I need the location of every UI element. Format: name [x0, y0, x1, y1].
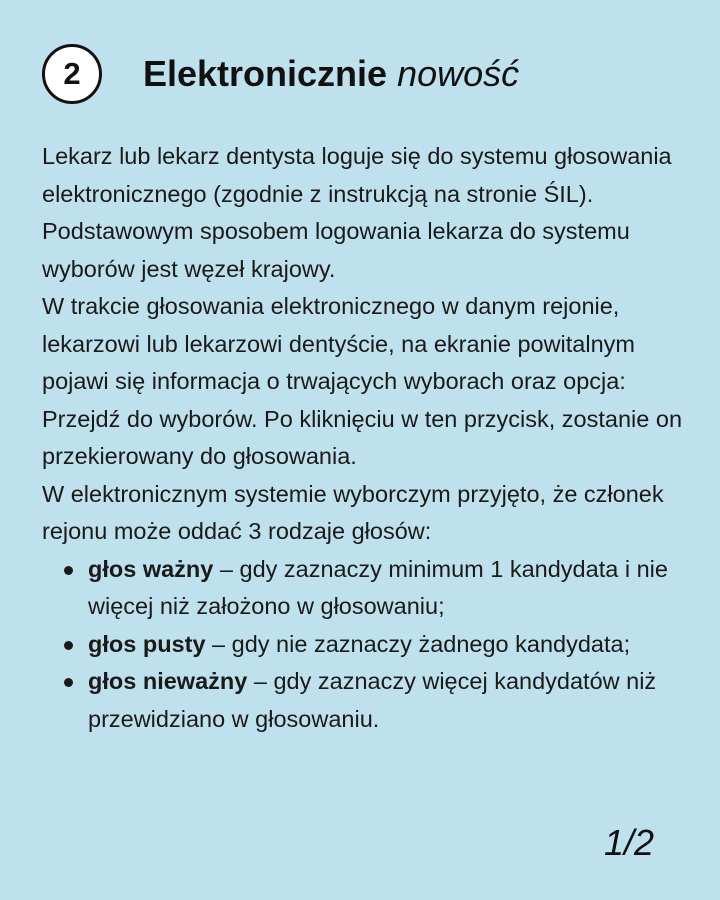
vote-types-list [42, 551, 688, 739]
title-main-text: Elektronicznie [143, 53, 388, 94]
vote-type-term: głos pusty [88, 630, 206, 657]
paragraph-login: Lekarz lub lekarz dentysta loguje się do systemu głosowania elektronicznego (zgodnie z instrukcją na stronie ŚIL). [42, 143, 672, 207]
title-new-tag: nowość [397, 53, 520, 94]
vote-type-term: głos nieważny [88, 668, 248, 694]
vote-type-description: – gdy zaznaczy minimum 1 kandydata i nie więcej niż założono w głosowaniu; [88, 555, 668, 619]
vote-type-term: głos ważny [88, 555, 214, 582]
page-indicator: 1/2 [603, 822, 654, 863]
list-item [88, 626, 688, 664]
list-item [88, 663, 688, 738]
vote-type-description: – gdy zaznaczy więcej kandydatów niż przewidziano w głosowaniu. [88, 668, 657, 732]
section-header [42, 44, 519, 104]
vote-type-description: – gdy nie zaznaczy żadnego kandydata; [205, 630, 631, 657]
paragraph-welcome-screen: W trakcie głosowania elektronicznego w danym rejonie, lekarzowi lub lekarzowi dentyście, na ekranie powitalnym pojawi się informacja o trwających wyborach oraz opcja: Przejdź do wyborów. Po kliknięciu w ten przycisk, zostanie on przekierowany do głosowania. [42, 293, 683, 469]
step-number-badge: 2 [42, 44, 102, 104]
section-title [143, 53, 520, 94]
body-content [42, 138, 688, 738]
bullet-dot-icon [64, 678, 73, 687]
paragraph-vote-types-intro: W elektronicznym systemie wyborczym przyjęto, że członek rejonu może oddać 3 rodzaje głosów: [42, 480, 664, 544]
bullet-dot-icon [64, 566, 73, 575]
list-item [88, 551, 688, 626]
bullet-dot-icon [64, 641, 73, 650]
paragraph-national-node: Podstawowym sposobem logowania lekarza do systemu wyborów jest węzeł krajowy. [42, 218, 630, 282]
